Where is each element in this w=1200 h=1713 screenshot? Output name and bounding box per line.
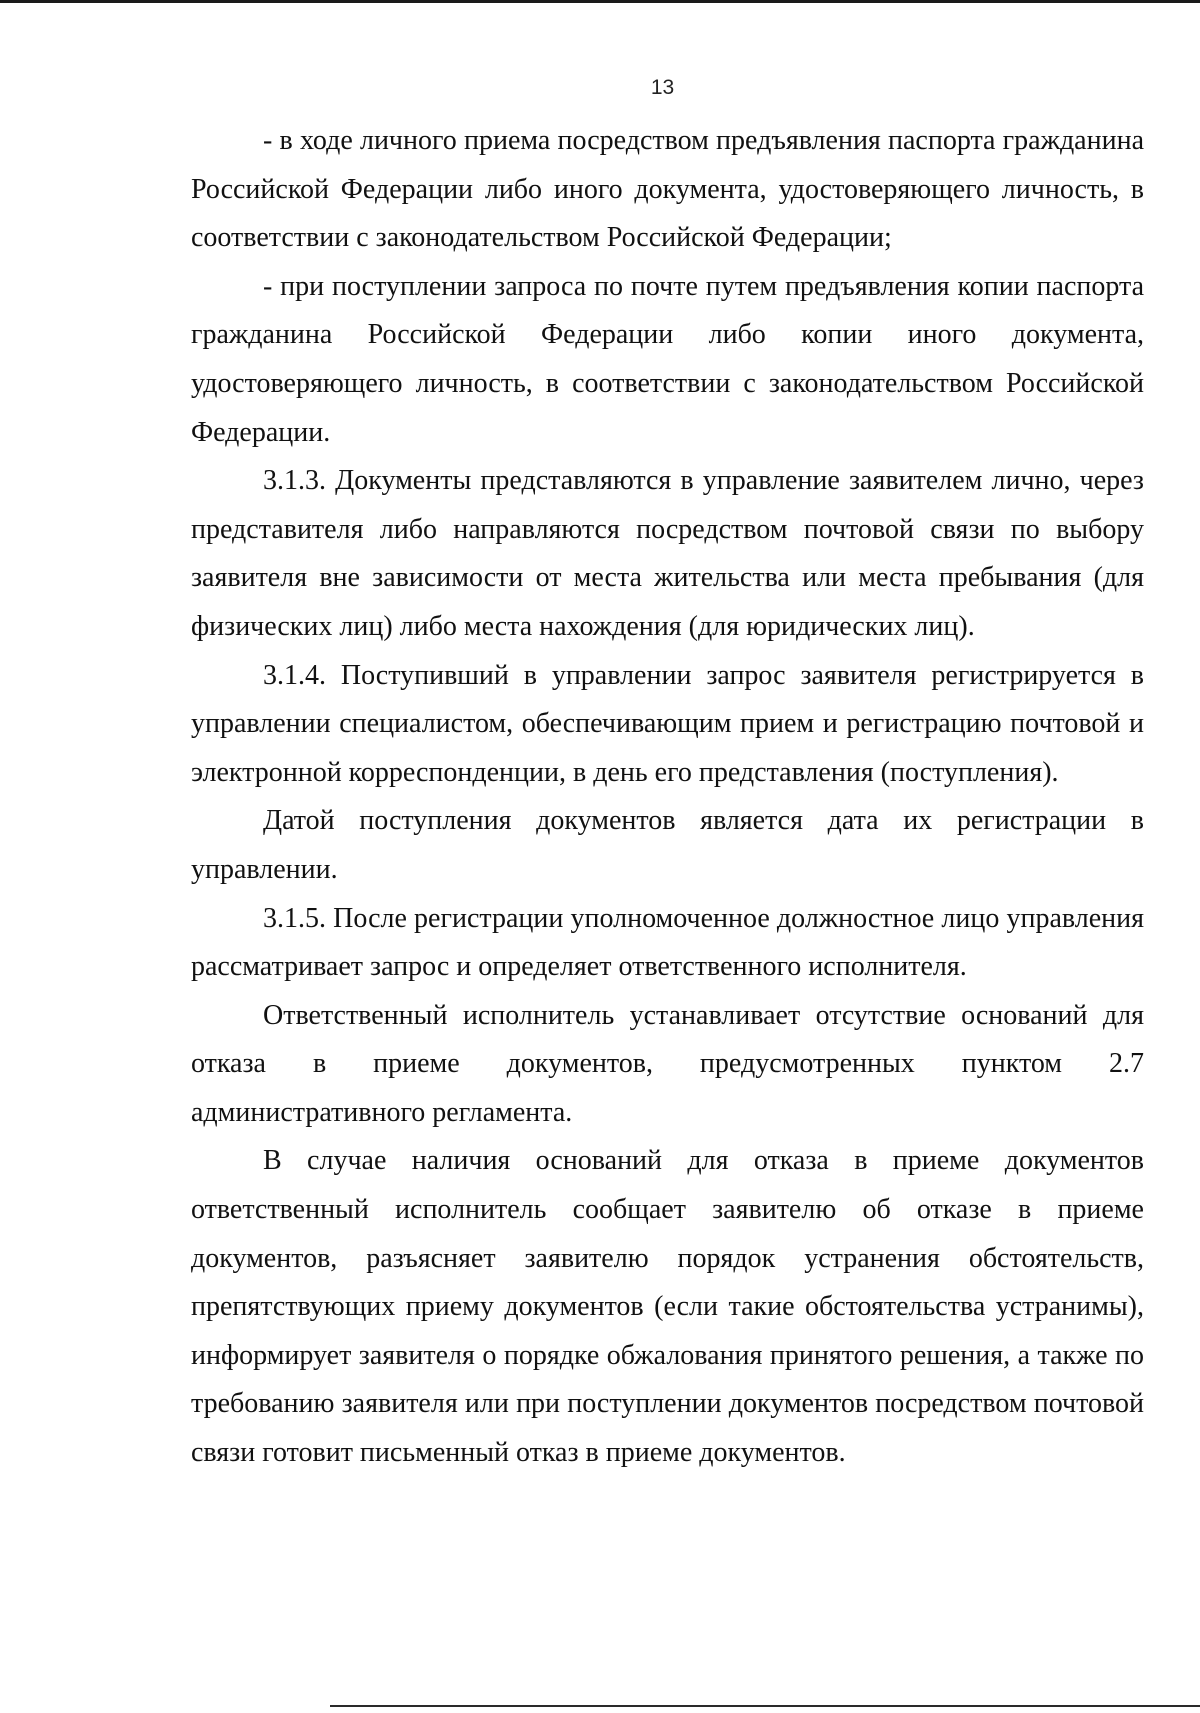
paragraph-identity-in-person: - в ходе личного приема посредством предъявления паспорта гражданина Российской Федерации либо иного документа, удостоверяющего личность, в соответствии с законодательством Российской Федерации; [191, 125, 1144, 254]
scan-edge-bottom [330, 1705, 1200, 1707]
paragraph-no-grounds: Ответственный исполнитель устанавливает отсутствие оснований для отказа в приеме документов, предусмотренных пунктом 2.7 административного регламента. [191, 999, 1144, 1128]
paragraph-identity-by-mail: - при поступлении запроса по почте путем предъявления копии паспорта гражданина Российской Федерации либо копии иного документа, удостоверяющего личность, в соответствии с законодательством Российской Федерации. [191, 270, 1144, 448]
document-body [191, 117, 1144, 1478]
scan-edge-top [0, 0, 1200, 3]
paragraph-3-1-5: 3.1.5. После регистрации уполномоченное должностное лицо управления рассматривает запрос и определяет ответственного исполнителя. [191, 902, 1144, 983]
paragraph-3-1-3: 3.1.3. Документы представляются в управление заявителем лично, через представителя либо направляются посредством почтовой связи по выбору заявителя вне зависимости от места жительства или места пребывания (для физических лиц) либо места нахождения (для юридических лиц). [191, 465, 1144, 642]
paragraph-receipt-date: Датой поступления документов является дата их регистрации в управлении. [191, 805, 1144, 885]
page-number: 13 [650, 76, 675, 99]
paragraph-3-1-4: 3.1.4. Поступивший в управлении запрос заявителя регистрируется в управлении специалистом, обеспечивающим прием и регистрацию почтовой и электронной корреспонденции, в день его представления (поступления). [191, 659, 1144, 788]
paragraph-refusal: В случае наличия оснований для отказа в приеме документов ответственный исполнитель сообщает заявителю об отказе в приеме документов, разъясняет заявителю порядок устранения обстоятельств, препятствующих приему документов (если такие обстоятельства устранимы), информирует заявителя о порядке обжалования принятого решения, а также по требованию заявителя или при поступлении документов посредством почтовой связи готовит письменный отказ в приеме документов. [191, 1145, 1144, 1469]
